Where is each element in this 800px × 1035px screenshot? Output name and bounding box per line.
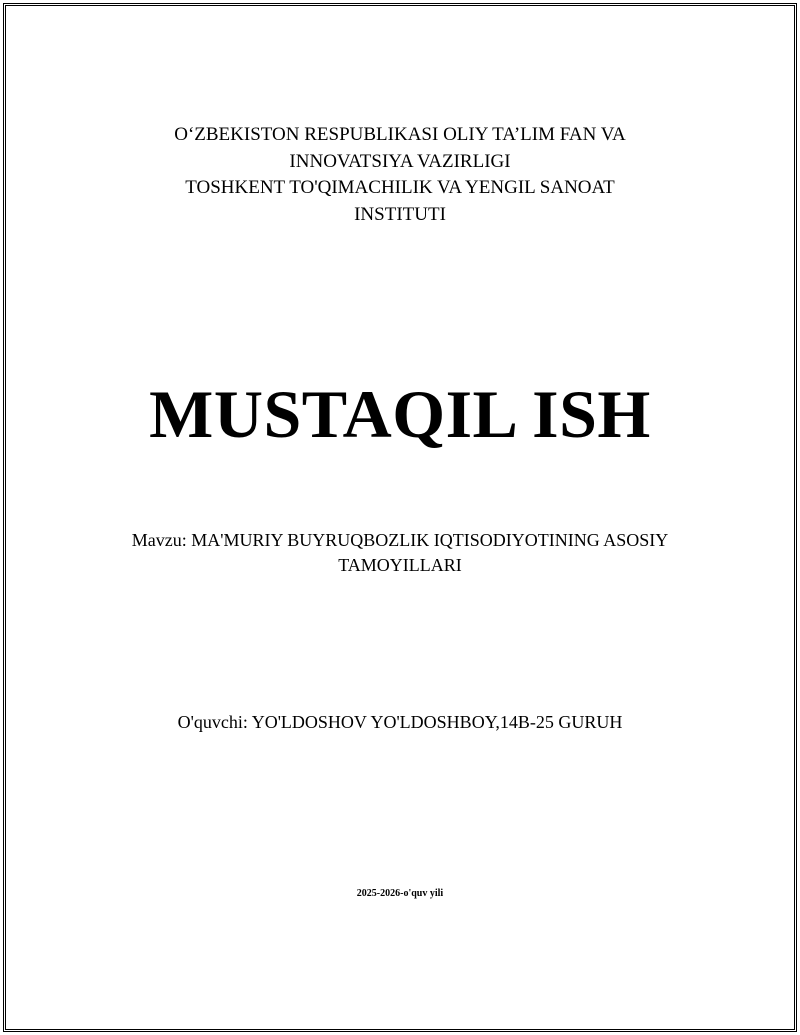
header-line-ministry-1: O‘ZBEKISTON RESPUBLIKASI OLIY TA’LIM FAN VA (174, 124, 626, 145)
header-line-ministry-2: INNOVATSIYA VAZIRLIGI (289, 150, 511, 172)
topic-block (0, 528, 800, 578)
header-line-institute-1: TOSHKENT TO'QIMACHILIK VA YENGIL SANOAT (185, 177, 615, 198)
document-title: MUSTAQIL ISH (149, 376, 651, 452)
institution-header (0, 122, 800, 228)
topic-line-1: Mavzu: MA'MURIY BUYRUQBOZLIK IQTISODIYOTINING ASOSIY (131, 530, 669, 550)
student-info: O'quvchi: YO'LDOSHOV YO'LDOSHBOY,14B-25 GURUH (177, 712, 623, 732)
topic-line-2: TAMOYILLARI (338, 555, 462, 575)
header-line-institute-2: INSTITUTI (354, 203, 446, 225)
academic-year: 2025-2026-o'quv yili (356, 888, 444, 899)
